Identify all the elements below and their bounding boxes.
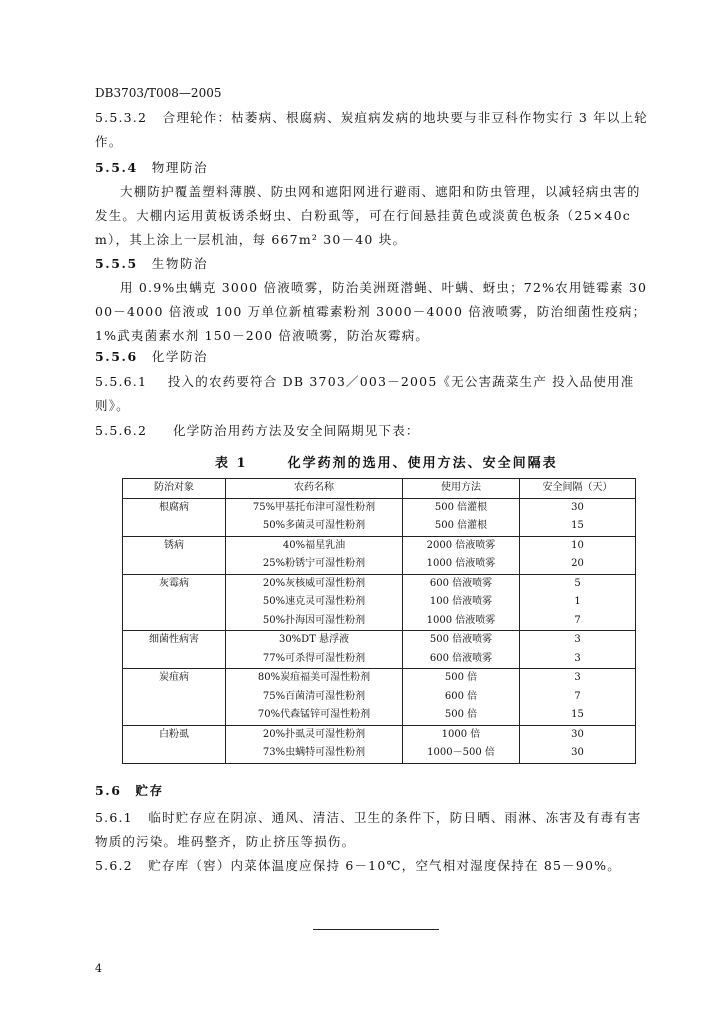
interval-cell: 15 [520,706,636,725]
interval-cell: 1 [520,593,636,612]
para-5-6-1 [95,806,653,854]
method-cell: 100 倍液喷雾 [403,593,520,612]
target-cell: 根腐病 [123,498,226,536]
section-title: 物理防治 [151,160,209,175]
col-header-pesticide: 农药名称 [226,479,403,499]
para-text: 临时贮存应在阴凉、通风、清洁、卫生的条件下，防日晒、雨淋、冻害及有毒有害物质的污染。堆码整齐，防止挤压等损伤。 [95,810,642,849]
para-text: 化学防治用药方法及安全间隔期见下表： [173,423,420,438]
target-cell: 白粉虱 [123,725,226,763]
pesticide-cell: 25%粉锈宁可湿性粉剂 [226,555,403,574]
table-row [123,669,636,688]
section-title: 化学防治 [151,349,209,364]
target-cell: 细菌性病害 [123,631,226,669]
para-5-6-2 [95,854,653,878]
pesticide-cell: 50%多菌灵可湿性粉剂 [226,517,403,536]
para-5-5-5: 用 0.9%虫螨克 3000 倍液喷雾，防治美洲斑潜蝇、叶螨、蚜虫；72%农用链霉素 3000－4000 倍液或 100 万单位新植霉素粉剂 3000－4000 倍液喷雾，防治细菌性疫病；1%武夷菌素水剂 150－200 倍液喷雾，防治灰霉病。 [95,280,648,343]
para-text: 投入的农药要符合 DB 3703／003－2005《无公害蔬菜生产 投入品使用准则》。 [95,374,635,413]
para-text: 合理轮作：枯萎病、根腐病、炭疽病发病的地块要与非豆科作物实行 3 年以上轮作。 [95,110,648,149]
interval-cell: 7 [520,612,636,631]
pesticide-cell: 40%福星乳油 [226,536,403,555]
method-cell: 600 倍液喷雾 [403,574,520,593]
section-number: 5.6 [95,783,122,798]
col-header-interval: 安全间隔（天） [520,479,636,499]
interval-cell: 30 [520,744,636,763]
table-row [123,536,636,555]
section-number: 5.5.6.1 [95,374,148,389]
col-header-target: 防治对象 [123,479,226,499]
pesticide-cell: 50%扑海因可湿性粉剂 [226,612,403,631]
page-number: 4 [95,962,102,975]
col-header-method: 使用方法 [403,479,520,499]
table-row [123,631,636,650]
section-title: 贮存 [135,783,164,798]
heading-5-5-4 [95,158,208,176]
pesticide-cell: 50%速克灵可湿性粉剂 [226,593,403,612]
method-cell: 600 倍 [403,688,520,707]
interval-cell: 20 [520,555,636,574]
table-title: 化学药剂的选用、使用方法、安全间隔表 [287,456,558,471]
target-cell: 炭疽病 [123,669,226,726]
pesticide-table [122,478,636,764]
interval-cell: 3 [520,631,636,650]
heading-5-6 [95,781,164,799]
document-code: DB3703/T008—2005 [95,86,222,100]
table-caption [215,452,558,471]
table-row [123,574,636,593]
method-cell: 1000 倍液喷雾 [403,612,520,631]
method-cell: 500 倍 [403,669,520,688]
para-5-5-6-2 [95,419,653,443]
method-cell: 600 倍液喷雾 [403,650,520,669]
target-cell: 灰霉病 [123,574,226,631]
method-cell: 1000－500 倍 [403,744,520,763]
method-cell: 500 倍灌根 [403,498,520,517]
interval-cell: 3 [520,669,636,688]
section-number: 5.5.3.2 [95,110,148,125]
pesticide-cell: 20%扑虱灵可湿性粉剂 [226,725,403,744]
method-cell: 1000 倍液喷雾 [403,555,520,574]
method-cell: 500 倍灌根 [403,517,520,536]
interval-cell: 7 [520,688,636,707]
section-title: 生物防治 [151,256,209,271]
heading-5-5-5 [95,254,208,272]
pesticide-cell: 77%可杀得可湿性粉剂 [226,650,403,669]
section-number: 5.6.1 [95,810,133,825]
table-header-row [123,479,636,499]
target-cell: 锈病 [123,536,226,574]
pesticide-cell: 30%DT 悬浮液 [226,631,403,650]
section-number: 5.5.6 [95,349,138,364]
pesticide-cell: 70%代森锰锌可湿性粉剂 [226,706,403,725]
method-cell: 500 倍液喷雾 [403,631,520,650]
section-number: 5.5.5 [95,256,138,271]
interval-cell: 10 [520,536,636,555]
method-cell: 1000 倍 [403,725,520,744]
heading-5-5-6 [95,347,208,365]
section-number: 5.5.4 [95,160,138,175]
table-row [123,498,636,517]
table-number: 表 1 [215,456,248,471]
pesticide-cell: 75%甲基托布津可湿性粉剂 [226,498,403,517]
pesticide-cell: 75%百菌清可湿性粉剂 [226,688,403,707]
interval-cell: 30 [520,498,636,517]
table-row [123,725,636,744]
para-5-5-3-2 [95,106,653,154]
pesticide-cell: 73%虫螨特可湿性粉剂 [226,744,403,763]
pesticide-cell: 20%灰核威可湿性粉剂 [226,574,403,593]
interval-cell: 5 [520,574,636,593]
interval-cell: 3 [520,650,636,669]
section-number: 5.5.6.2 [95,423,148,438]
interval-cell: 15 [520,517,636,536]
para-5-5-4: 大棚防护覆盖塑料薄膜、防虫网和遮阳网进行避雨、遮阳和防虫管理，以减轻病虫害的发生。大棚内运用黄板诱杀蚜虫、白粉虱等，可在行间悬挂黄色或淡黄色板条（25×40cm），其上涂上一层机油，每 667m² 30－40 块。 [95,184,641,247]
section-number: 5.6.2 [95,858,133,873]
para-5-5-6-1 [95,370,653,418]
method-cell: 2000 倍液喷雾 [403,536,520,555]
para-text: 贮存库（窖）内菜体温度应保持 6－10℃，空气相对湿度保持在 85－90%。 [148,858,621,873]
interval-cell: 30 [520,725,636,744]
end-rule [313,929,439,930]
pesticide-cell: 80%炭疽福美可湿性粉剂 [226,669,403,688]
method-cell: 500 倍 [403,706,520,725]
